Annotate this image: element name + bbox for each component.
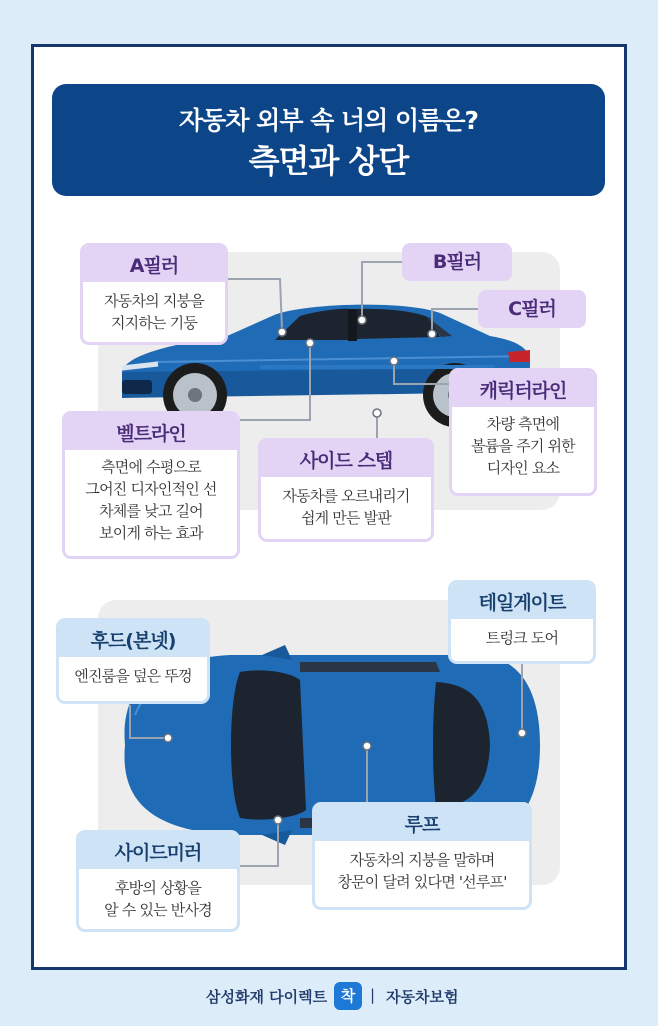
side-mirror-title: 사이드미러 — [79, 833, 237, 869]
belt-line-label — [62, 411, 240, 559]
roof-title: 루프 — [315, 805, 529, 841]
title-line1: 자동차 외부 속 너의 이름은? — [179, 106, 478, 135]
side-mirror-desc: 후방의 상황을 알 수 있는 반사경 — [104, 879, 212, 919]
roof-label — [312, 802, 532, 910]
footer-subtitle: 자동차보험 — [386, 988, 459, 1006]
a-pillar-desc: 자동차의 지붕을 지지하는 기둥 — [104, 292, 204, 332]
a-pillar-title: A필러 — [83, 246, 225, 282]
b-pillar-label: B필러 — [402, 243, 512, 281]
tailgate-title: 테일게이트 — [451, 583, 593, 619]
side-step-title: 사이드 스텝 — [261, 441, 431, 477]
side-step-label — [258, 438, 434, 542]
a-pillar-label — [80, 243, 228, 345]
footer-brand: 삼성화재 다이렉트 — [206, 988, 328, 1006]
title-line2: 측면과 상단 — [248, 142, 409, 180]
c-pillar-label: C필러 — [478, 290, 586, 328]
brand-logo-icon: 착 — [334, 982, 362, 1010]
footer — [0, 982, 658, 1012]
belt-line-title: 벨트라인 — [65, 414, 237, 450]
tailgate-label — [448, 580, 596, 664]
character-line-desc: 차량 측면에 볼륨을 주기 위한 디자인 요소 — [471, 415, 575, 477]
side-mirror-label — [76, 830, 240, 932]
character-line-label — [449, 368, 597, 496]
hood-title: 후드(본넷) — [59, 621, 207, 657]
roof-desc: 자동차의 지붕을 말하며 창문이 달려 있다면 '선루프' — [337, 851, 507, 891]
character-line-title: 캐릭터라인 — [452, 371, 594, 407]
side-step-desc: 자동차를 오르내리기 쉽게 만든 발판 — [282, 487, 410, 527]
footer-separator: | — [370, 986, 376, 1004]
hood-label — [56, 618, 210, 704]
tailgate-desc: 트렁크 도어 — [485, 629, 559, 647]
hood-desc: 엔진룸을 덮은 뚜껑 — [74, 667, 192, 685]
belt-line-desc: 측면에 수평으로 그어진 디자인적인 선 차체를 낮고 길어 보이게 하는 효과 — [85, 458, 217, 542]
